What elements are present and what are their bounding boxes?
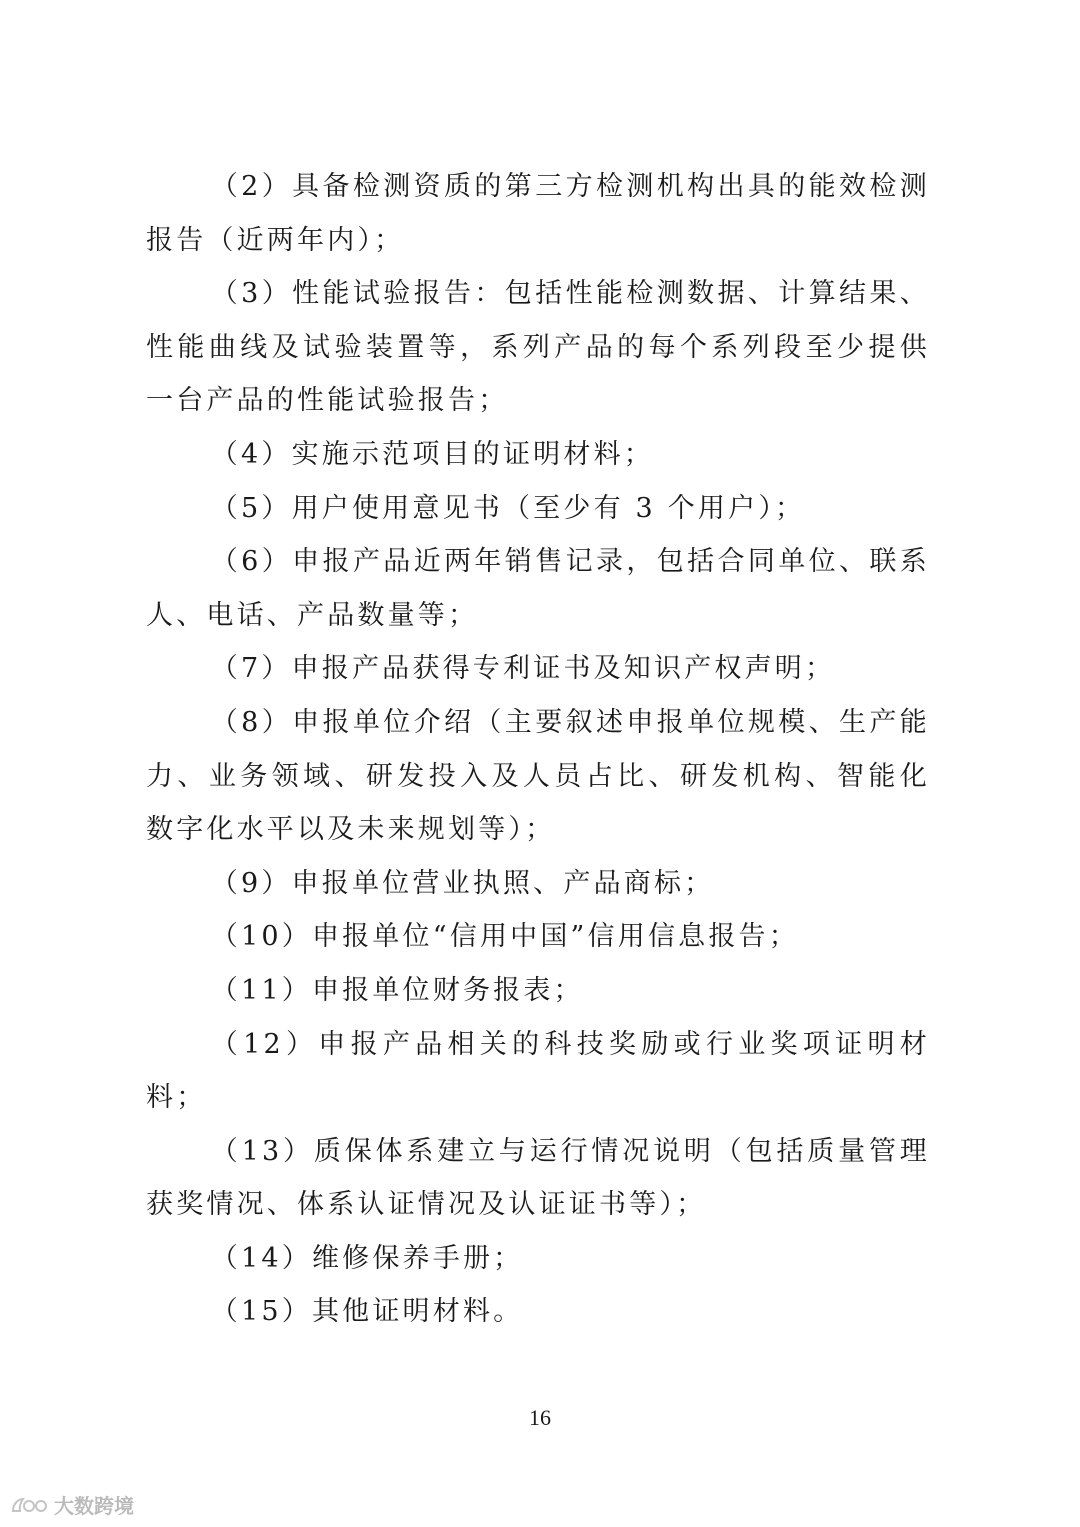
list-item: （5）用户使用意见书（至少有 3 个用户）；: [210, 492, 806, 524]
list-item: （8）申报单位介绍（主要叙述申报单位规模、生产能力、业务领域、研发投入及人员占比、研发机构、智能化数字化水平以及未来规划等）；: [146, 706, 930, 846]
list-item: （7）申报产品获得专利证书及知识产权声明；: [210, 653, 836, 685]
list-item: （10）申报单位“信用中国”信用信息报告；: [210, 921, 799, 953]
list-item: （4）实施示范项目的证明材料；: [210, 438, 654, 470]
watermark-text: 大数跨境: [54, 1494, 134, 1518]
watermark: [10, 1490, 134, 1519]
list-item: （15）其他证明材料。: [210, 1296, 524, 1328]
list-item: （13）质保体系建立与运行情况说明（包括质量管理获奖情况、体系认证情况及认证证书等）；: [146, 1135, 930, 1221]
document-body: [146, 160, 930, 1339]
list-item: （14）维修保养手册；: [210, 1242, 524, 1274]
page-number: 16: [529, 1405, 551, 1430]
logo-icon: [10, 1494, 50, 1516]
list-item: （9）申报单位营业执照、产品商标；: [210, 867, 715, 899]
list-item: （3）性能试验报告：包括性能检测数据、计算结果、性能曲线及试验装置等，系列产品的每个系列段至少提供一台产品的性能试验报告；: [146, 278, 930, 417]
list-item: （12）申报产品相关的科技奖励或行业奖项证明材料；: [146, 1028, 930, 1114]
list-item: （6）申报产品近两年销售记录，包括合同单位、联系人、电话、产品数量等；: [146, 546, 930, 631]
list-item: （11）申报单位财务报表；: [210, 974, 584, 1006]
list-item: （2）具备检测资质的第三方检测机构出具的能效检测报告（近两年内）；: [146, 171, 930, 256]
